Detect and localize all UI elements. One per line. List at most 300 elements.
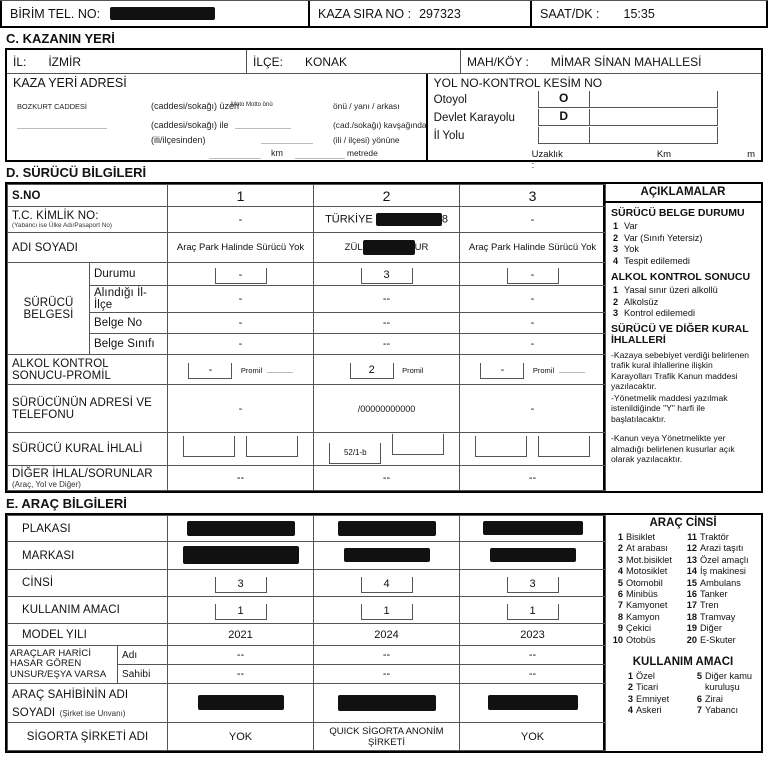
driver-col-2: 2	[314, 185, 460, 207]
legend-num: 14	[686, 566, 697, 577]
legend-num: 15	[686, 577, 697, 588]
model-yili-label: MODEL YILI	[8, 624, 168, 646]
cinsi-value-3[interactable]: 3	[507, 577, 559, 593]
hint-km: km	[271, 148, 283, 158]
arac-sahibi-sublabel: (Şirket ise Unvanı)	[59, 709, 126, 718]
legend-text: Ticari	[636, 682, 659, 693]
hint-moto: Moto Motto önü	[231, 102, 273, 108]
road-title: YOL NO-KONTROL KESİM NO	[433, 76, 603, 90]
location-row	[7, 50, 761, 74]
km-underline	[209, 152, 261, 159]
kullanim-cell-3	[460, 597, 606, 624]
legend-text: Otomobil	[626, 577, 663, 588]
legend-text: Minibüs	[626, 589, 658, 600]
vehicle-legend-item	[609, 612, 683, 623]
legend-num: 17	[686, 600, 697, 611]
alkol-legend-heading: ALKOL KONTROL SONUCU	[611, 271, 751, 283]
legend-text: Ambulans	[700, 577, 741, 588]
diger-ihlal-value-2[interactable]: --	[314, 466, 460, 491]
kullanim-cell-1	[168, 597, 314, 624]
legend-text: Arazi taşıtı	[700, 543, 744, 554]
ilce-cell	[247, 50, 461, 73]
legend-num: 4	[617, 566, 623, 577]
alkol-kontrol-label: ALKOL KONTROL SONUCU-PROMİL	[8, 355, 168, 385]
plaka-cell-1[interactable]	[168, 516, 314, 542]
legend-text: Otobüs	[626, 634, 656, 645]
legend-num: 11	[687, 532, 697, 542]
ihlal-value-3a[interactable]	[475, 436, 527, 457]
diger-ihlal-value-1[interactable]: --	[168, 466, 314, 491]
road-no-il-yolu[interactable]	[590, 127, 718, 144]
vehicle-legend-item	[683, 555, 757, 566]
section-d-heading: D. SÜRÜCÜ BİLGİLERİ	[6, 165, 147, 180]
belge-durumu-cell-1	[168, 263, 314, 286]
model-yili-value-3[interactable]: 2023	[460, 624, 606, 646]
vehicle-legend-item	[609, 589, 683, 600]
cinsi-value-1[interactable]: 3	[215, 577, 267, 593]
alkol-value-2[interactable]: 2	[350, 363, 394, 379]
vehicle-legend-panel	[605, 513, 763, 753]
hint-yonune: (ili / ilçesi) yönüne	[333, 135, 400, 145]
legend-text: İş makinesi	[700, 566, 746, 577]
mahalle-cell	[461, 50, 761, 73]
tc-kimlik-label-cell	[8, 207, 168, 233]
surucu-adres-label: SÜRÜCÜNÜN ADRESİ VE TELEFONU	[8, 385, 168, 433]
uzaklik-m-unit: m	[747, 149, 755, 160]
arac-sahibi-redaction-1	[198, 695, 284, 710]
tc-kimlik-row	[8, 207, 606, 233]
birim-tel-label: BİRİM TEL. NO:	[10, 6, 101, 21]
sigorta-value-2[interactable]: QUICK SİGORTA ANONİM ŞİRKETİ	[314, 723, 460, 751]
usage-legend-left	[619, 671, 688, 717]
surucu-kural-ihlali-row	[8, 433, 606, 466]
legend-text: Yabancı	[705, 705, 739, 716]
road-code-devlet[interactable]: D	[538, 109, 590, 126]
vehicle-legend-item	[683, 623, 757, 634]
address-line-2-underline	[17, 122, 107, 129]
vehicle-legend-item	[683, 532, 757, 543]
hasar-sahibi-value-1[interactable]: --	[168, 665, 314, 684]
adi-soyadi-row	[8, 233, 606, 263]
legend-num: 1	[613, 221, 619, 231]
kural-ihlalleri-p2: -Yönetmelik maddesi yazılmak istenildiğinde "Y" harfi ile başlatılacaktır.	[611, 392, 728, 424]
marka-cell-3[interactable]	[460, 542, 606, 570]
legend-text: Alkolsüz	[624, 296, 659, 307]
cinsi-cell-1	[168, 570, 314, 597]
usage-legend-item	[688, 671, 757, 682]
vehicle-legend-item	[609, 555, 683, 566]
section-c-heading: C. KAZANIN YERİ	[6, 31, 115, 46]
legend-num: 2	[617, 543, 623, 554]
belge-durumu-value-2[interactable]: 3	[361, 268, 413, 284]
vehicle-legend-item	[683, 566, 757, 577]
cinsi-label: CİNSİ	[8, 570, 168, 597]
arac-sahibi-label: ARAÇ SAHİBİNİN ADI SOYADI	[12, 689, 129, 719]
vehicle-legend-title: ARAÇ CİNSİ	[649, 517, 717, 529]
legend-text: Askeri	[636, 705, 662, 716]
ihlal-value-1b[interactable]	[246, 436, 298, 457]
legend-num: 7	[696, 705, 702, 716]
vehicle-legend-item	[609, 566, 683, 577]
legend-text: Tanker	[700, 589, 728, 600]
road-name-il-yolu: İl Yolu	[433, 129, 465, 142]
tc-kimlik-value-1[interactable]: -	[168, 207, 314, 233]
surucu-kural-ihlali-label: SÜRÜCÜ KURAL İHLALİ	[8, 433, 168, 466]
road-row-otoyol	[434, 91, 755, 108]
diger-ihlal-value-3[interactable]: --	[460, 466, 606, 491]
hasar-adi-value-3[interactable]: --	[460, 646, 606, 665]
vehicle-legend-item	[609, 543, 683, 554]
road-row-il-yolu	[434, 127, 755, 144]
il-value: İZMİR	[48, 54, 82, 69]
arac-sahibi-cell-1[interactable]	[168, 684, 314, 723]
vehicle-legend-item	[683, 635, 757, 646]
il-cell	[7, 50, 247, 73]
vehicle-legend-item	[683, 589, 757, 600]
legend-text: Var (Sınıfı Yetersiz)	[624, 232, 703, 243]
alindigi-il-ilce-row	[8, 286, 606, 313]
hasar-adi-label: Adı	[118, 646, 168, 665]
arac-sahibi-redaction-3	[488, 695, 578, 710]
legend-text: Bisiklet	[626, 532, 656, 542]
adi-soyadi-value-3[interactable]: Araç Park Halinde Sürücü Yok	[460, 233, 606, 263]
legend-text: Kamyon	[626, 611, 660, 622]
kaza-sira-no-cell	[308, 1, 530, 26]
legend-num: 4	[613, 255, 619, 266]
ihlal-value-2b[interactable]	[392, 434, 444, 455]
hint-onu-yani-arkasi: önü / yanı / arkası	[333, 101, 400, 111]
arac-sahibi-label-cell	[8, 684, 168, 723]
legend-text: Özel	[636, 671, 655, 682]
tc-kimlik-redaction	[376, 213, 442, 226]
marka-row	[8, 542, 606, 570]
plaka-redaction-3	[483, 521, 583, 535]
vehicle-legend-item	[683, 543, 757, 554]
kullanim-cell-2	[314, 597, 460, 624]
alindigi-value-3[interactable]: -	[460, 286, 606, 313]
adi-soyadi-label: ADI SOYADI	[8, 233, 168, 263]
legend-num: 13	[686, 554, 697, 565]
road-no-otoyol[interactable]	[590, 91, 718, 108]
road-name-devlet: Devlet Karayolu	[433, 111, 515, 124]
belge-sinifi-value-1[interactable]: -	[168, 334, 314, 355]
top-info-strip	[0, 0, 768, 28]
usage-legend-item	[688, 705, 757, 716]
hasar-adi-value-1[interactable]: --	[168, 646, 314, 665]
promil-label-3: Promil	[532, 366, 555, 375]
model-yili-value-1[interactable]: 2021	[168, 624, 314, 646]
legend-text: Kamyonet	[626, 600, 668, 611]
alkol-kontrol-row	[8, 355, 606, 385]
vehicle-legend-item	[683, 578, 757, 589]
ihlal-value-3b[interactable]	[538, 436, 590, 457]
mahalle-label: MAH/KÖY :	[467, 54, 529, 69]
legend-num: 1	[627, 671, 633, 682]
legend-num: 19	[686, 623, 697, 634]
model-yili-row	[8, 624, 606, 646]
legend-num: 8	[617, 611, 623, 622]
belge-durumu-legend-item	[605, 221, 761, 233]
legend-text: Diğer	[700, 623, 722, 634]
road-row-devlet	[434, 109, 755, 126]
alkol-cell-2	[314, 355, 460, 385]
belge-sinifi-row	[8, 334, 606, 355]
alindigi-value-1[interactable]: -	[168, 286, 314, 313]
section-c-table	[5, 48, 763, 171]
legend-text: Özel amaçlı	[700, 554, 749, 565]
alindigi-value-2[interactable]: --	[314, 286, 460, 313]
promil-underline-3	[559, 366, 585, 373]
sigorta-value-3[interactable]: YOK	[460, 723, 606, 751]
legend-text: Motosiklet	[626, 566, 668, 577]
arac-sahibi-redaction-2	[338, 695, 436, 711]
usage-legend-item	[619, 705, 688, 716]
metre-underline	[295, 152, 345, 159]
plaka-redaction-2	[338, 521, 436, 536]
driver-col-3: 3	[460, 185, 606, 207]
legend-num: 2	[613, 232, 619, 243]
address-line-2b-underline	[235, 122, 291, 129]
section-e-heading: E. ARAÇ BİLGİLERİ	[6, 496, 127, 511]
explanations-title: AÇIKLAMALAR	[605, 184, 761, 203]
diger-ihlal-label-cell	[8, 466, 168, 491]
legend-num: 5	[696, 671, 702, 682]
legend-num: 3	[627, 693, 633, 704]
cinsi-cell-2	[314, 570, 460, 597]
kural-ihlalleri-heading: SÜRÜCÜ VE DİĞER KURAL İHLALLERİ	[611, 322, 749, 346]
birim-tel-redaction	[110, 7, 215, 20]
legend-text: Kontrol edilemedi	[624, 308, 695, 318]
alkol-value-1[interactable]: -	[188, 363, 232, 379]
surucu-belgesi-group-label: SÜRÜCÜ BELGESİ	[8, 263, 90, 355]
legend-num: 3	[613, 244, 619, 254]
explanations-panel	[605, 182, 763, 493]
diger-ihlal-label: DİĞER İHLAL/SORUNLAR	[12, 467, 153, 480]
sigorta-label: SİGORTA ŞİRKETİ ADI	[8, 723, 168, 751]
belge-durumu-legend-item	[605, 233, 761, 245]
tc-kimlik-value-3[interactable]: -	[460, 207, 606, 233]
alkol-legend-item	[605, 308, 761, 320]
legend-text: Traktör	[700, 532, 729, 542]
plaka-label: PLAKASI	[8, 516, 168, 542]
legend-text: Çekici	[626, 623, 652, 634]
legend-text: Emniyet	[636, 693, 670, 704]
arac-sahibi-cell-3[interactable]	[460, 684, 606, 723]
adi-soyadi-value-2[interactable]	[314, 233, 460, 263]
legend-text: kuruluşu	[705, 682, 740, 693]
marka-label: MARKASI	[8, 542, 168, 570]
belge-durumu-row	[8, 263, 606, 286]
hasar-adi-value-2[interactable]: --	[314, 646, 460, 665]
plaka-redaction-1	[187, 521, 295, 536]
road-code-otoyol[interactable]: O	[538, 91, 590, 108]
vehicle-legend-item	[609, 635, 683, 646]
promil-underline-1	[267, 366, 293, 373]
road-code-il-yolu[interactable]	[538, 127, 590, 144]
usage-legend-right	[688, 671, 757, 717]
il-label: İL:	[13, 54, 27, 69]
tc-kimlik-value-2[interactable]	[314, 207, 460, 233]
marka-redaction-1	[183, 546, 299, 564]
road-control-block	[428, 74, 761, 171]
legend-text: Zirai	[705, 693, 723, 704]
hasar-adi-row	[8, 646, 606, 665]
legend-text: At arabası	[626, 543, 668, 554]
surucu-adres-row	[8, 385, 606, 433]
hint-metrede: metrede	[347, 148, 378, 158]
hasar-goren-unsur-label: ARAÇLAR HARİCİ HASAR GÖREN UNSUR/EŞYA VARSA	[8, 646, 118, 684]
hasar-sahibi-value-2[interactable]: --	[314, 665, 460, 684]
ilce-value: KONAK	[305, 54, 348, 69]
saat-dk-label: SAAT/DK :	[540, 6, 600, 21]
hint-cadde-ile: (caddesi/sokağı) ile	[151, 120, 229, 130]
ihlal-value-1a[interactable]	[183, 436, 235, 457]
alkol-value-3[interactable]: -	[480, 363, 524, 379]
arac-sahibi-row	[8, 684, 606, 723]
kullanim-value-1[interactable]: 1	[215, 604, 267, 620]
belge-durumu-label: Durumu	[90, 263, 168, 286]
belge-no-value-1[interactable]: -	[168, 313, 314, 334]
legend-text: Tramvay	[700, 611, 736, 622]
plaka-cell-3[interactable]	[460, 516, 606, 542]
vehicle-legend-item	[609, 532, 683, 543]
usage-legend-item	[688, 682, 757, 693]
alkol-legend-item	[605, 297, 761, 309]
vehicle-legend-item	[609, 578, 683, 589]
sigorta-row	[8, 723, 606, 751]
belge-sinifi-value-2[interactable]: --	[314, 334, 460, 355]
usage-legend-item	[688, 694, 757, 705]
vehicle-legend-right	[683, 532, 757, 646]
ilce-label: İLÇE:	[253, 54, 284, 69]
belge-durumu-cell-3	[460, 263, 606, 286]
surucu-adres-value-2[interactable]: /00000000000	[314, 385, 460, 433]
driver-header-row	[8, 185, 606, 207]
legend-num: 5	[617, 577, 623, 588]
tc-kimlik-tail-2: 8	[441, 213, 448, 226]
vehicle-legend-item	[683, 600, 757, 611]
belge-durumu-legend-item	[605, 244, 761, 256]
ihlal-value-2a[interactable]: 52/1-b	[329, 443, 381, 464]
legend-text: Var	[624, 221, 638, 231]
hint-kavsaginda: (cad./sokağı) kavşağında	[333, 120, 427, 130]
alindigi-label: Alındığı İl-İlçe	[90, 286, 168, 313]
adi-soyadi-value-1[interactable]: Araç Park Halinde Sürücü Yok	[168, 233, 314, 263]
kullanim-value-3[interactable]: 1	[507, 604, 559, 620]
legend-num: 12	[686, 543, 697, 554]
marka-cell-2[interactable]	[314, 542, 460, 570]
legend-num: 4	[627, 705, 633, 716]
promil-label-2: Promil	[402, 366, 424, 375]
belge-durumu-cell-2	[314, 263, 460, 286]
sigorta-value-1[interactable]: YOK	[168, 723, 314, 751]
belge-durumu-value-3[interactable]: -	[507, 268, 559, 284]
saat-dk-cell	[530, 1, 768, 26]
ihlal-cell-3	[460, 433, 606, 466]
legend-num: 6	[696, 693, 702, 704]
uzaklik-row	[434, 149, 755, 171]
legend-num: 3	[617, 554, 623, 565]
kullanim-amaci-label: KULLANIM AMACI	[8, 597, 168, 624]
belge-no-value-3[interactable]: -	[460, 313, 606, 334]
legend-num: 16	[686, 589, 697, 600]
address-hint-grid	[13, 90, 427, 158]
plaka-cell-2[interactable]	[314, 516, 460, 542]
vehicle-legend-item	[683, 612, 757, 623]
street-value: BOZKURT CADDESİ	[17, 102, 87, 111]
arac-sahibi-cell-2[interactable]	[314, 684, 460, 723]
marka-redaction-3	[490, 548, 576, 562]
diger-ihlal-row	[8, 466, 606, 491]
uzaklik-km-unit: Km	[656, 149, 672, 160]
kaza-sira-no-value: 297323	[419, 6, 461, 21]
adi-soyadi-tail-2: UR	[414, 242, 429, 254]
address-title: KAZA YERİ ADRESİ	[13, 76, 127, 90]
legend-text: E-Skuter	[700, 634, 736, 645]
belge-no-label: Belge No	[90, 313, 168, 334]
tc-kimlik-value-2-text: TÜRKİYE	[325, 213, 376, 226]
saat-dk-value: 15:35	[623, 6, 655, 21]
uzaklik-label: Uzaklık :	[531, 149, 563, 171]
road-no-devlet[interactable]	[590, 109, 718, 126]
belge-durumu-legend-heading: SÜRÜCÜ BELGE DURUMU	[611, 207, 745, 219]
kural-ihlalleri-p3: -Kanun veya Yönetmelikte yer almadığı belirlenen kusurlar açık olarak yazılacaktır.	[611, 433, 735, 464]
kullanim-amaci-row	[8, 597, 606, 624]
plaka-row	[8, 516, 606, 542]
road-name-otoyol: Otoyol	[433, 93, 467, 106]
belge-sinifi-label: Belge Sınıfı	[90, 334, 168, 355]
marka-cell-1[interactable]	[168, 542, 314, 570]
mahalle-value: MİMAR SİNAN MAHALLESİ	[550, 54, 702, 69]
marka-redaction-2	[344, 548, 430, 562]
belge-sinifi-value-3[interactable]: -	[460, 334, 606, 355]
usage-legend-columns	[605, 671, 761, 717]
hint-cadde-uzeri: (caddesi/sokağı) üzeri	[151, 101, 240, 111]
legend-num: 6	[617, 589, 623, 600]
surucu-adres-value-3[interactable]: -	[460, 385, 606, 433]
legend-text: Tren	[700, 600, 719, 611]
legend-text: Yok	[624, 244, 639, 254]
legend-num: 2	[627, 682, 633, 693]
legend-num: 7	[617, 600, 623, 611]
adi-soyadi-redaction	[363, 240, 415, 255]
tc-kimlik-label: T.C. KİMLİK NO:	[12, 210, 99, 222]
ihlal-cell-2	[314, 433, 460, 466]
driver-info-table	[5, 182, 605, 493]
address-line-3-underline	[261, 137, 313, 144]
vehicle-info-table	[5, 513, 605, 753]
hasar-sahibi-value-3[interactable]: --	[460, 665, 606, 684]
surucu-adres-value-1[interactable]: -	[168, 385, 314, 433]
belge-no-row	[8, 313, 606, 334]
accident-address-block	[7, 74, 428, 160]
legend-num: 1	[617, 532, 623, 542]
driver-col-1: 1	[168, 185, 314, 207]
hint-ilcesinden: (ili/ilçesinden)	[151, 135, 206, 145]
usage-legend-title: KULLANIM AMACI	[632, 656, 734, 669]
cinsi-value-2[interactable]: 4	[361, 577, 413, 593]
usage-legend-item	[619, 682, 688, 693]
model-yili-value-2[interactable]: 2024	[314, 624, 460, 646]
belge-durumu-legend-item	[605, 256, 761, 268]
alkol-legend-item	[605, 285, 761, 297]
legend-num: 1	[613, 285, 619, 295]
kullanim-value-2[interactable]: 1	[361, 604, 413, 620]
belge-no-value-2[interactable]: --	[314, 313, 460, 334]
legend-text: Tespit edilemedi	[624, 255, 690, 266]
belge-durumu-value-1[interactable]: -	[215, 268, 267, 284]
legend-text: Mot.bisiklet	[626, 554, 672, 565]
